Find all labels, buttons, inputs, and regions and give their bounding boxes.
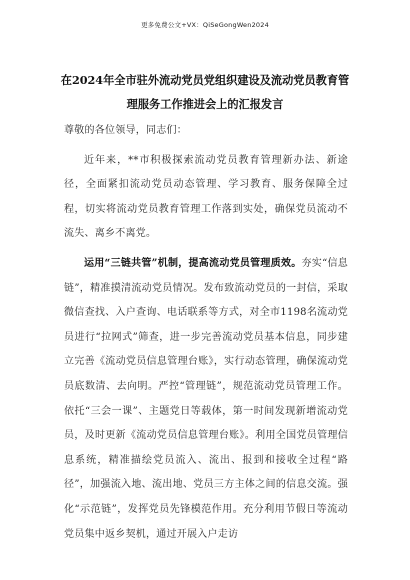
- intro-paragraph: 近年来，**市积极探索流动党员教育管理新办法、新途径，全面紧扣流动党员动态管理、学习教育、服务保障全过程，切实将流动党员教育管理工作落到实处，确保党员流动不流失、离乡不离党。: [64, 154, 348, 240]
- title-line-2: 理服务工作推进会上的汇报发言: [126, 97, 284, 111]
- title-line-1: 在2024年全市驻外流动党员党组织建设及流动党员教育管: [60, 73, 350, 87]
- section1-heading: 运用“三链共管”机制，提高流动党员管理质效。: [84, 257, 302, 269]
- section1-paragraph: [64, 252, 348, 547]
- document-body: [64, 119, 348, 547]
- top-note: 更多免费公文+VX：QiSeGongWen2024: [141, 21, 269, 29]
- section1-body: 夯实“信息链”，精准摸清流动党员情况。发布致流动党员的一封信，采取微信查找、入户查询、电话联系等方式，对全市1198名流动党员进行“拉网式”筛查，进一步完善流动党员基本信息，同步建立完善《流动党员信息管理台账》，实行动态管理，确保流动党员底数清、去向明。严控“管理链”，规范流动党员管理工作。依托“三会一课”、主题党日等载体，第一时间发现新增流动党员，及时更新《流动党员信息管理台账》。利用全国党员管理信息系统，精准描绘党员流入、流出、报到和接收全过程“路径”，加强流入地、流出地、党员三方主体之间的信息交流。强化“示范链”，发挥党员先锋模范作用。充分利用节假日等流动党员集中返乡契机，通过开展入户走访: [64, 257, 348, 540]
- document-title: [60, 68, 350, 116]
- salutation: 尊敬的各位领导，同志们：: [64, 125, 187, 136]
